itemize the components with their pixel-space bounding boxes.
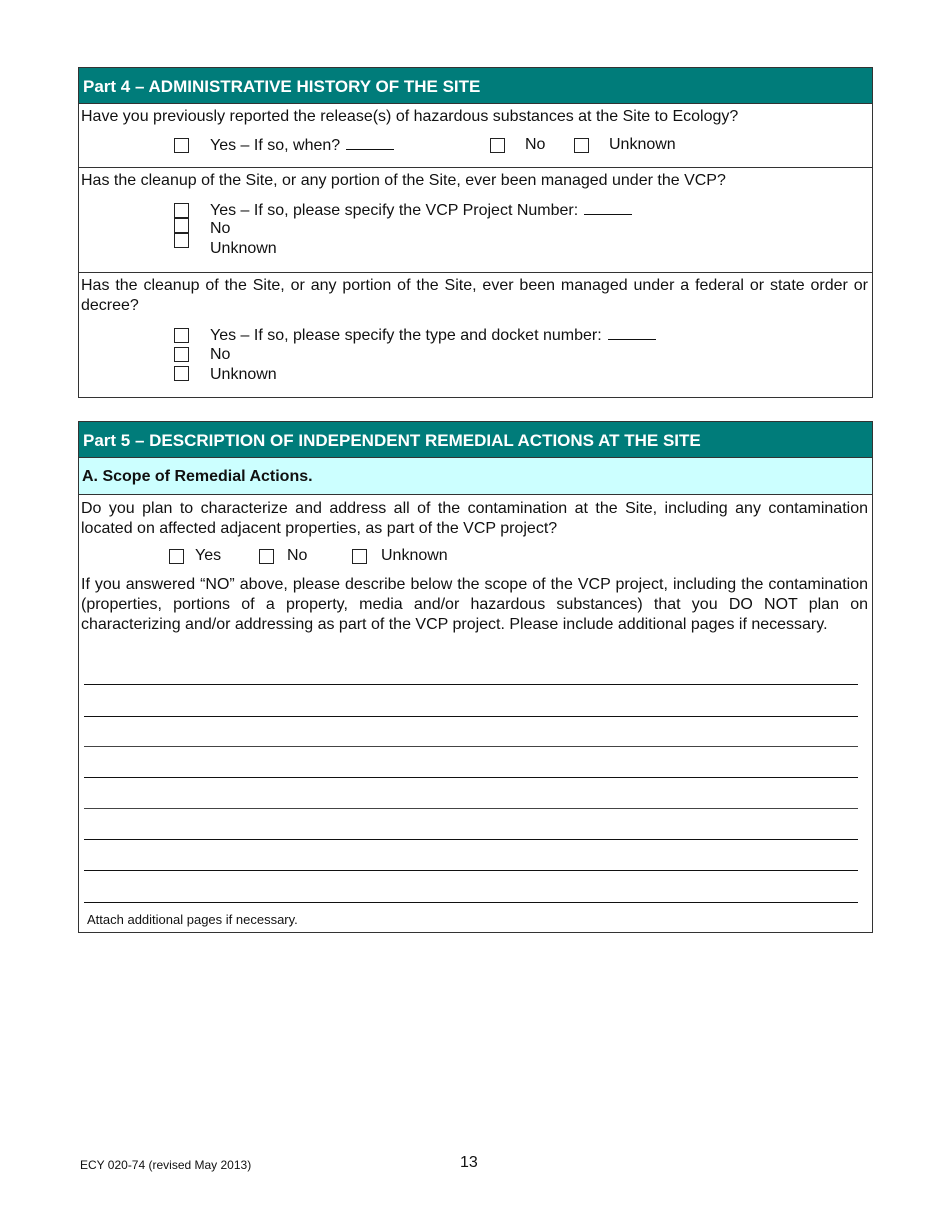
part4-q1-no-label: No — [525, 136, 546, 153]
part5-q1 — [79, 495, 872, 567]
part4-q3-text: Has the cleanup of the Site, or any portion of the Site, ever been managed under a federal or state order or decree? — [81, 277, 868, 314]
part4-q2-no-checkbox[interactable] — [174, 218, 189, 233]
part4-q2-text: Has the cleanup of the Site, or any portion of the Site, ever been managed under the VCP? — [81, 172, 726, 189]
part4-q1 — [79, 104, 872, 168]
part4-header: Part 4 – ADMINISTRATIVE HISTORY OF THE SITE — [79, 68, 872, 104]
part4-q2-unknown-label: Unknown — [210, 240, 277, 257]
part4-q3 — [79, 273, 872, 397]
part5-q1-unknown-checkbox[interactable] — [352, 549, 367, 564]
part4-q1-unknown-checkbox[interactable] — [574, 138, 589, 153]
part4-q3-unknown-label: Unknown — [210, 366, 277, 383]
part4-q3-yes-label: Yes – If so, please specify the type and docket number: — [210, 325, 656, 346]
part4-q2-yes-label: Yes – If so, please specify the VCP Project Number: — [210, 200, 632, 221]
part4-q1-yes-label: Yes – If so, when? — [210, 135, 394, 156]
part4-q3-no-checkbox[interactable] — [174, 347, 189, 362]
answer-line-1[interactable] — [84, 684, 858, 685]
part4-q1-text: Have you previously reported the release(s) of hazardous substances at the Site to Ecology? — [81, 108, 739, 125]
part4-q2-project-number-blank[interactable] — [584, 200, 632, 215]
part5-subheader: A. Scope of Remedial Actions. — [79, 458, 872, 495]
page-number: 13 — [460, 1154, 478, 1171]
part5-q1-yes-checkbox[interactable] — [169, 549, 184, 564]
part5-section — [78, 421, 873, 933]
part5-q1-text: Do you plan to characterize and address all of the contamination at the Site, including any contamination located on affected adjacent properties, as part of the VCP project? — [81, 500, 868, 537]
form-id: ECY 020-74 (revised May 2013) — [80, 1158, 252, 1172]
part4-q2-no-label: No — [210, 220, 231, 237]
part4-q2-yes-checkbox[interactable] — [174, 203, 189, 218]
answer-line-3[interactable] — [84, 746, 858, 747]
attach-note: Attach additional pages if necessary. — [87, 912, 298, 927]
part5-q1-yes-label: Yes — [195, 547, 222, 564]
answer-line-2[interactable] — [84, 716, 858, 717]
answer-line-8[interactable] — [84, 902, 858, 903]
answer-line-5[interactable] — [84, 808, 858, 809]
part5-q1-unknown-label: Unknown — [381, 547, 448, 564]
part5-header: Part 5 – DESCRIPTION OF INDEPENDENT REMEDIAL ACTIONS AT THE SITE — [79, 422, 872, 458]
part4-q1-yes-checkbox[interactable] — [174, 138, 189, 153]
part4-q3-unknown-checkbox[interactable] — [174, 366, 189, 381]
part4-q2-unknown-checkbox[interactable] — [174, 233, 189, 248]
part4-q3-yes-checkbox[interactable] — [174, 328, 189, 343]
answer-line-4[interactable] — [84, 777, 858, 778]
part4-q1-when-blank[interactable] — [346, 135, 394, 150]
part4-q3-no-label: No — [210, 346, 231, 363]
part4-section — [78, 67, 873, 398]
part4-q1-unknown-label: Unknown — [609, 136, 676, 153]
part4-q3-docket-blank[interactable] — [608, 325, 656, 340]
part4-q2 — [79, 168, 872, 273]
part4-q1-no-checkbox[interactable] — [490, 138, 505, 153]
answer-line-7[interactable] — [84, 870, 858, 871]
part5-q1-no-label: No — [287, 547, 308, 564]
answer-line-6[interactable] — [84, 839, 858, 840]
part5-q1-no-checkbox[interactable] — [259, 549, 274, 564]
part5-q2-text: If you answered “NO” above, please describe below the scope of the VCP project, including the contamination (properties, portions of a property, media and/or hazardous substances) that you DO NOT plan on characterizing and/or addressing as part of the VCP project. Please include additional pages if necessary. — [81, 576, 868, 633]
